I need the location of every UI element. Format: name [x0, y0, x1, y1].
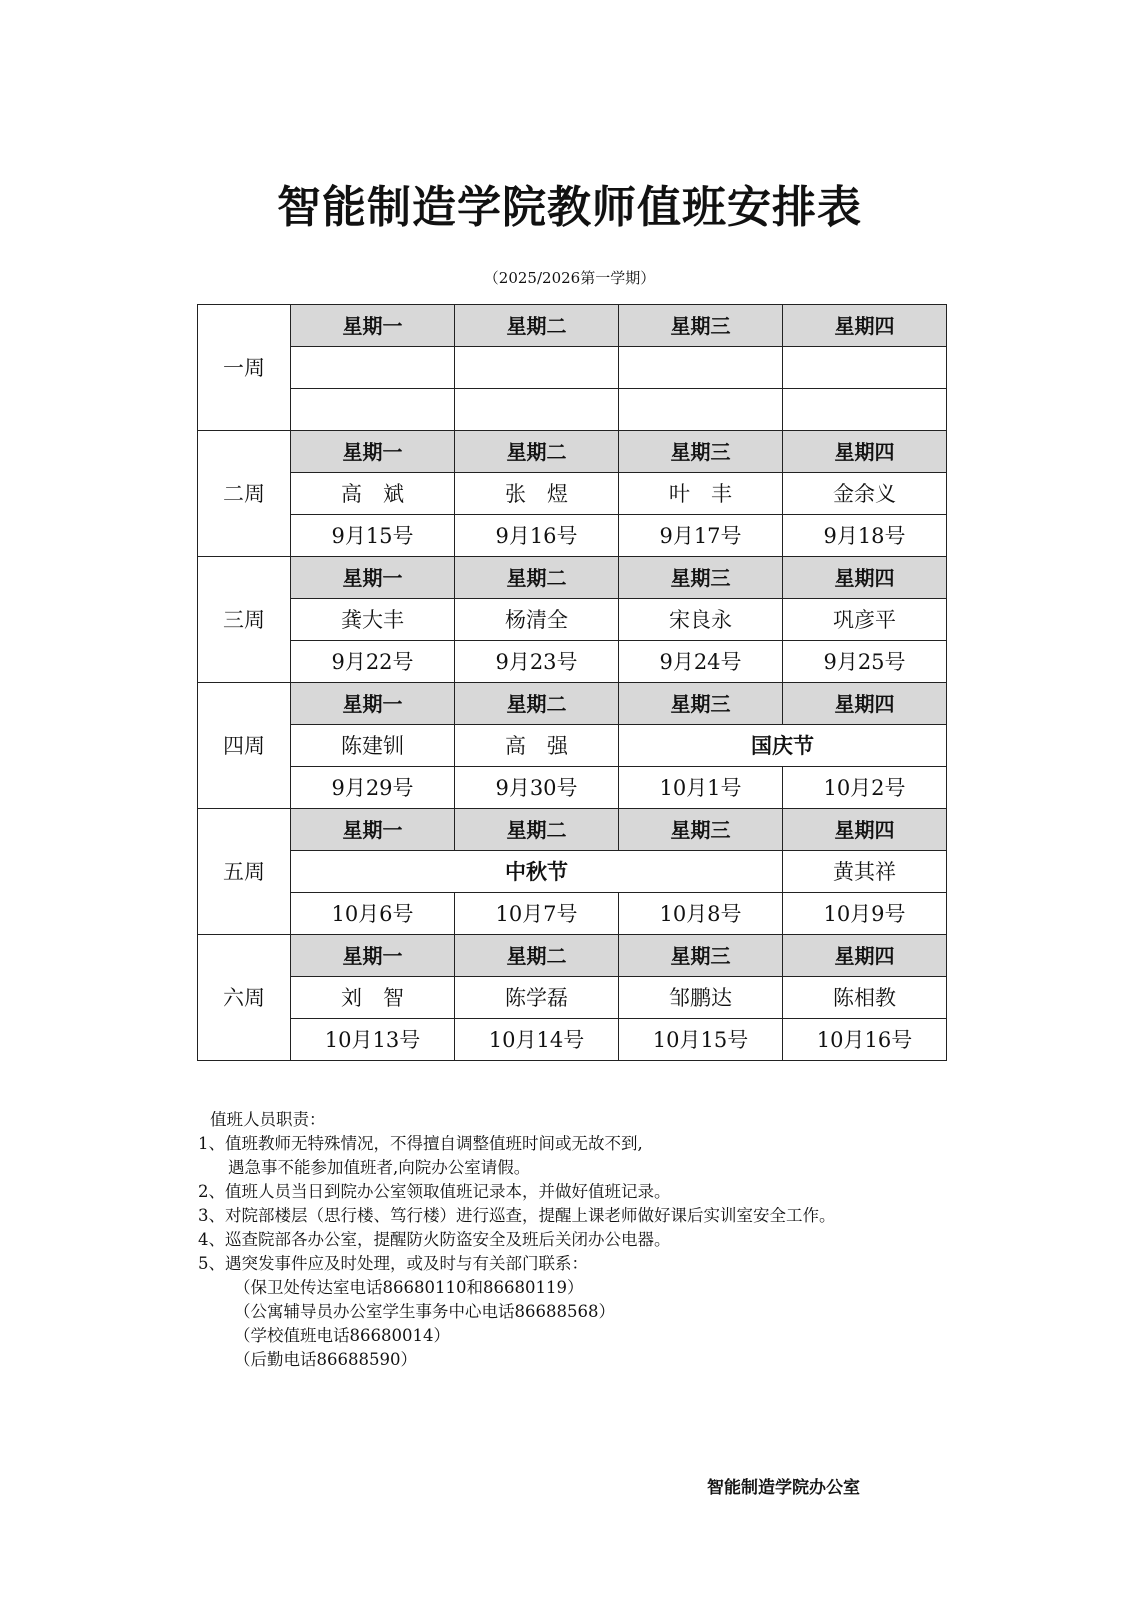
- date-cell: [619, 389, 783, 431]
- teacher-cell: [783, 347, 947, 389]
- contact-line: （后勤电话86688590）: [234, 1350, 417, 1369]
- holiday-cell: 中秋节: [291, 851, 783, 893]
- date-cell: 9月23号: [455, 641, 619, 683]
- week-label: 二周: [198, 431, 291, 557]
- teacher-cell: 张 煜: [455, 473, 619, 515]
- duty-item: 3、对院部楼层（思行楼、笃行楼）进行巡查，提醒上课老师做好课后实训室安全工作。: [198, 1206, 836, 1225]
- day-header: 星期三: [619, 431, 783, 473]
- date-cell: 9月18号: [783, 515, 947, 557]
- day-header: 星期二: [455, 557, 619, 599]
- table-row: [198, 767, 947, 809]
- teacher-cell: [455, 347, 619, 389]
- date-cell: 9月17号: [619, 515, 783, 557]
- teacher-cell: 高 斌: [291, 473, 455, 515]
- date-cell: 9月15号: [291, 515, 455, 557]
- table-row: [198, 347, 947, 389]
- day-header: 星期三: [619, 683, 783, 725]
- table-row: [198, 515, 947, 557]
- day-header: 星期三: [619, 935, 783, 977]
- date-cell: 10月9号: [783, 893, 947, 935]
- day-header: 星期三: [619, 305, 783, 347]
- date-cell: 10月6号: [291, 893, 455, 935]
- teacher-cell: 叶 丰: [619, 473, 783, 515]
- table-row: [198, 305, 947, 347]
- table-row: [198, 809, 947, 851]
- table-row: [198, 431, 947, 473]
- day-header: 星期二: [455, 683, 619, 725]
- day-header: 星期四: [783, 557, 947, 599]
- day-header: 星期三: [619, 809, 783, 851]
- day-header: 星期三: [619, 557, 783, 599]
- day-header: 星期一: [291, 809, 455, 851]
- duty-item: 2、值班人员当日到院办公室领取值班记录本，并做好值班记录。: [198, 1182, 671, 1201]
- week-label: 六周: [198, 935, 291, 1061]
- date-cell: 10月2号: [783, 767, 947, 809]
- day-header: 星期四: [783, 305, 947, 347]
- table-row: [198, 473, 947, 515]
- teacher-cell: 陈建钏: [291, 725, 455, 767]
- teacher-cell: 邹鹏达: [619, 977, 783, 1019]
- date-cell: [455, 389, 619, 431]
- teacher-cell: 黄其祥: [783, 851, 947, 893]
- teacher-cell: 金余义: [783, 473, 947, 515]
- date-cell: 10月13号: [291, 1019, 455, 1061]
- date-cell: 9月16号: [455, 515, 619, 557]
- duty-item-continuation: 遇急事不能参加值班者,向院办公室请假。: [228, 1158, 531, 1177]
- table-row: [198, 557, 947, 599]
- office-signature: 智能制造学院办公室: [707, 1478, 860, 1498]
- teacher-cell: 刘 智: [291, 977, 455, 1019]
- table-row: [198, 389, 947, 431]
- duty-item: 5、遇突发事件应及时处理，或及时与有关部门联系：: [198, 1254, 588, 1273]
- table-row: [198, 599, 947, 641]
- date-cell: 10月16号: [783, 1019, 947, 1061]
- week-label: 一周: [198, 305, 291, 431]
- day-header: 星期二: [455, 935, 619, 977]
- day-header: 星期二: [455, 305, 619, 347]
- date-cell: 9月25号: [783, 641, 947, 683]
- table-row: [198, 1019, 947, 1061]
- table-row: [198, 935, 947, 977]
- day-header: 星期一: [291, 935, 455, 977]
- teacher-cell: 陈相教: [783, 977, 947, 1019]
- week-label: 三周: [198, 557, 291, 683]
- contact-line: （公寓辅导员办公室学生事务中心电话86688568）: [234, 1302, 615, 1321]
- date-cell: 9月24号: [619, 641, 783, 683]
- table-row: [198, 683, 947, 725]
- day-header: 星期四: [783, 683, 947, 725]
- date-cell: 9月29号: [291, 767, 455, 809]
- date-cell: 10月15号: [619, 1019, 783, 1061]
- table-row: [198, 725, 947, 767]
- day-header: 星期一: [291, 557, 455, 599]
- date-cell: [783, 389, 947, 431]
- duty-item: 1、值班教师无特殊情况，不得擅自调整值班时间或无故不到,: [198, 1134, 643, 1153]
- teacher-cell: 龚大丰: [291, 599, 455, 641]
- day-header: 星期一: [291, 431, 455, 473]
- teacher-cell: 宋良永: [619, 599, 783, 641]
- week-label: 五周: [198, 809, 291, 935]
- date-cell: 10月14号: [455, 1019, 619, 1061]
- duty-schedule-table: [197, 304, 947, 1061]
- date-cell: 9月22号: [291, 641, 455, 683]
- date-cell: 10月1号: [619, 767, 783, 809]
- day-header: 星期二: [455, 431, 619, 473]
- contact-line: （保卫处传达室电话86680110和86680119）: [234, 1278, 584, 1297]
- day-header: 星期四: [783, 935, 947, 977]
- page-title: 智能制造学院教师值班安排表: [277, 182, 862, 233]
- duties-heading: 值班人员职责：: [210, 1110, 326, 1129]
- teacher-cell: 陈学磊: [455, 977, 619, 1019]
- teacher-cell: 高 强: [455, 725, 619, 767]
- table-row: [198, 893, 947, 935]
- day-header: 星期二: [455, 809, 619, 851]
- date-cell: [291, 389, 455, 431]
- holiday-cell: 国庆节: [619, 725, 947, 767]
- teacher-cell: [291, 347, 455, 389]
- contact-line: （学校值班电话86680014）: [234, 1326, 450, 1345]
- date-cell: 10月8号: [619, 893, 783, 935]
- teacher-cell: 杨清全: [455, 599, 619, 641]
- week-label: 四周: [198, 683, 291, 809]
- day-header: 星期四: [783, 431, 947, 473]
- table-row: [198, 851, 947, 893]
- day-header: 星期一: [291, 683, 455, 725]
- day-header: 星期一: [291, 305, 455, 347]
- semester-subtitle: （2025/2026第一学期）: [483, 269, 656, 287]
- date-cell: 10月7号: [455, 893, 619, 935]
- duties-section: [198, 1108, 1098, 1372]
- table-row: [198, 641, 947, 683]
- teacher-cell: 巩彦平: [783, 599, 947, 641]
- duty-item: 4、巡查院部各办公室，提醒防火防盗安全及班后关闭办公电器。: [198, 1230, 671, 1249]
- day-header: 星期四: [783, 809, 947, 851]
- teacher-cell: [619, 347, 783, 389]
- date-cell: 9月30号: [455, 767, 619, 809]
- table-row: [198, 977, 947, 1019]
